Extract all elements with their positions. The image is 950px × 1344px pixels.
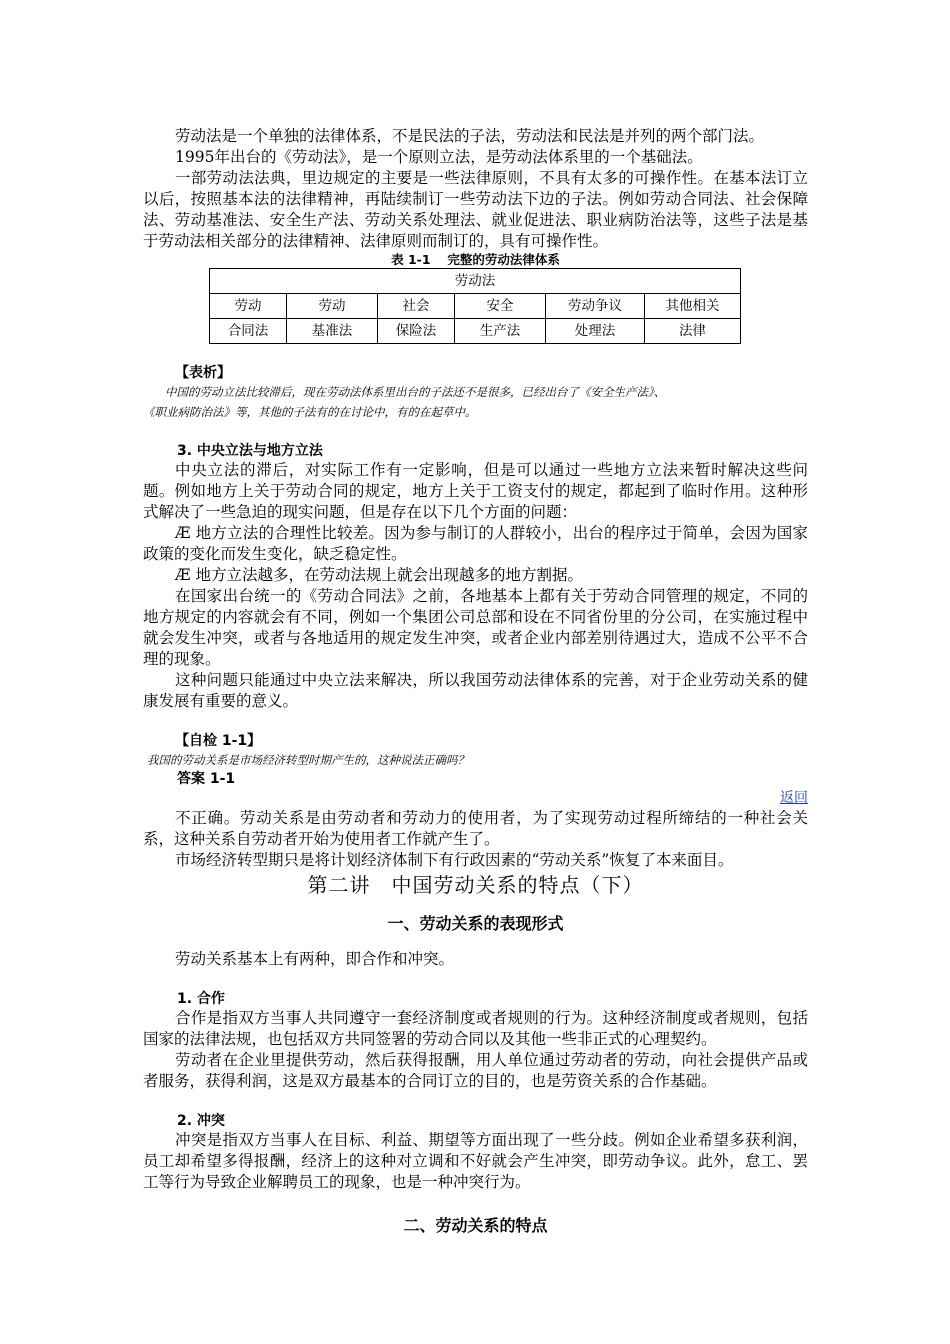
table-cell: 处理法 [546, 319, 645, 344]
lecture-title: 第二讲 中国劳动关系的特点（下） [307, 873, 644, 897]
table-cell: 法律 [645, 319, 741, 344]
table-header-cell: 劳动法 [210, 269, 741, 294]
table-cell: 基准法 [287, 319, 378, 344]
table-cell: 劳动 [210, 294, 287, 319]
table-cell: 合同法 [210, 319, 287, 344]
table-cell: 劳动争议 [546, 294, 645, 319]
analysis-line: 中国的劳动立法比较滞后，现在劳动法体系里出台的子法还不是很多，已经出台了《安全生产法》、 [165, 385, 666, 399]
paragraph: 冲突是指双方当事人在目标、利益、期望等方面出现了一些分歧。例如企业希望多获利润，员工却希望多得报酬，经济上的这种对立调和不好就会产生冲突，即劳动争议。此外，怠工、罢工等行为导致企业解聘员工的现象，也是一种冲突行为。 [143, 1131, 808, 1191]
paragraph: Æ 地方立法的合理性比较差。因为参与制订的人群较小，出台的程序过于简单，会因为国家政策的变化而发生变化，缺乏稳定性。 [143, 524, 808, 563]
table-caption: 表 1-1 完整的劳动法律体系 [391, 252, 560, 267]
paragraph: 1995年出台的《劳动法》，是一个原则立法，是劳动法体系里的一个基础法。 [175, 148, 703, 166]
paragraph: Æ 地方立法越多，在劳动法规上就会出现越多的地方割据。 [175, 566, 583, 584]
answer-heading: 答案 1-1 [177, 771, 236, 787]
table-cell: 安全 [455, 294, 546, 319]
section-heading: 2. 冲突 [177, 1113, 225, 1129]
paragraph: 中央立法的滞后，对实际工作有一定影响，但是可以通过一些地方立法来暂时解决这些问题。例如地方上关于劳动合同的规定，地方上关于工资支付的规定，都起到了临时作用。这种形式解决了一些急迫的现实问题，但是存在以下几个方面的问题： [143, 461, 808, 521]
document-page [143, 126, 808, 1237]
analysis-line: 《职业病防治法》等，其他的子法有的在讨论中，有的在起草中。 [143, 405, 477, 419]
selfcheck-title: 【自检 1-1】 [175, 733, 262, 749]
table-cell: 社会 [378, 294, 455, 319]
paragraph: 这种问题只能通过中央立法来解决，所以我国劳动法律体系的完善，对于企业劳动关系的健康发展有重要的意义。 [143, 671, 808, 710]
back-link[interactable]: 返回 [780, 790, 808, 806]
section-title: 二、劳动关系的特点 [403, 1216, 548, 1235]
paragraph: 劳动关系基本上有两种，即合作和冲突。 [175, 950, 455, 968]
law-system-table [209, 268, 741, 344]
paragraph: 合作是指双方当事人共同遵守一套经济制度或者规则的行为。这种经济制度或者规则，包括国家的法律法规，也包括双方共同签署的劳动合同以及其他一些非正式的心理契约。 [143, 1009, 808, 1048]
section-heading: 3. 中央立法与地方立法 [177, 443, 323, 459]
table-cell: 劳动 [287, 294, 378, 319]
table-cell: 生产法 [455, 319, 546, 344]
analysis-title: 【表析】 [175, 365, 231, 381]
paragraph: 劳动法是一个单独的法律体系，不是民法的子法，劳动法和民法是并列的两个部门法。 [175, 127, 765, 145]
section-heading: 1. 合作 [177, 991, 225, 1007]
paragraph: 不正确。劳动关系是由劳动者和劳动力的使用者，为了实现劳动过程所缔结的一种社会关系，这种关系自劳动者开始为使用者工作就产生了。 [143, 809, 808, 848]
paragraph: 在国家出台统一的《劳动合同法》之前，各地基本上都有关于劳动合同管理的规定，不同的地方规定的内容就会有不同，例如一个集团公司总部和设在不同省份里的分公司，在实施过程中就会发生冲突，或者与各地适用的规定发生冲突，或者企业内部差别待遇过大，造成不公平不合理的现象。 [143, 587, 808, 668]
table-cell: 其他相关 [645, 294, 741, 319]
section-title: 一、劳动关系的表现形式 [387, 914, 564, 933]
selfcheck-question: 我国的劳动关系是市场经济转型时期产生的，这种说法正确吗？ [147, 753, 469, 767]
paragraph: 市场经济转型期只是将计划经济体制下有行政因素的“劳动关系”恢复了本来面目。 [175, 851, 734, 869]
paragraph: 劳动者在企业里提供劳动，然后获得报酬，用人单位通过劳动者的劳动，向社会提供产品或者服务，获得利润，这是双方最基本的合同订立的目的，也是劳资关系的合作基础。 [143, 1051, 808, 1090]
table-cell: 保险法 [378, 319, 455, 344]
paragraph: 一部劳动法法典，里边规定的主要是一些法律原则，不具有太多的可操作性。在基本法订立以后，按照基本法的法律精神，再陆续制订一些劳动法下边的子法。例如劳动合同法、社会保障法、劳动基准法、安全生产法、劳动关系处理法、就业促进法、职业病防治法等，这些子法是基于劳动法相关部分的法律精神、法律原则而制订的，具有可操作性。 [143, 169, 808, 250]
